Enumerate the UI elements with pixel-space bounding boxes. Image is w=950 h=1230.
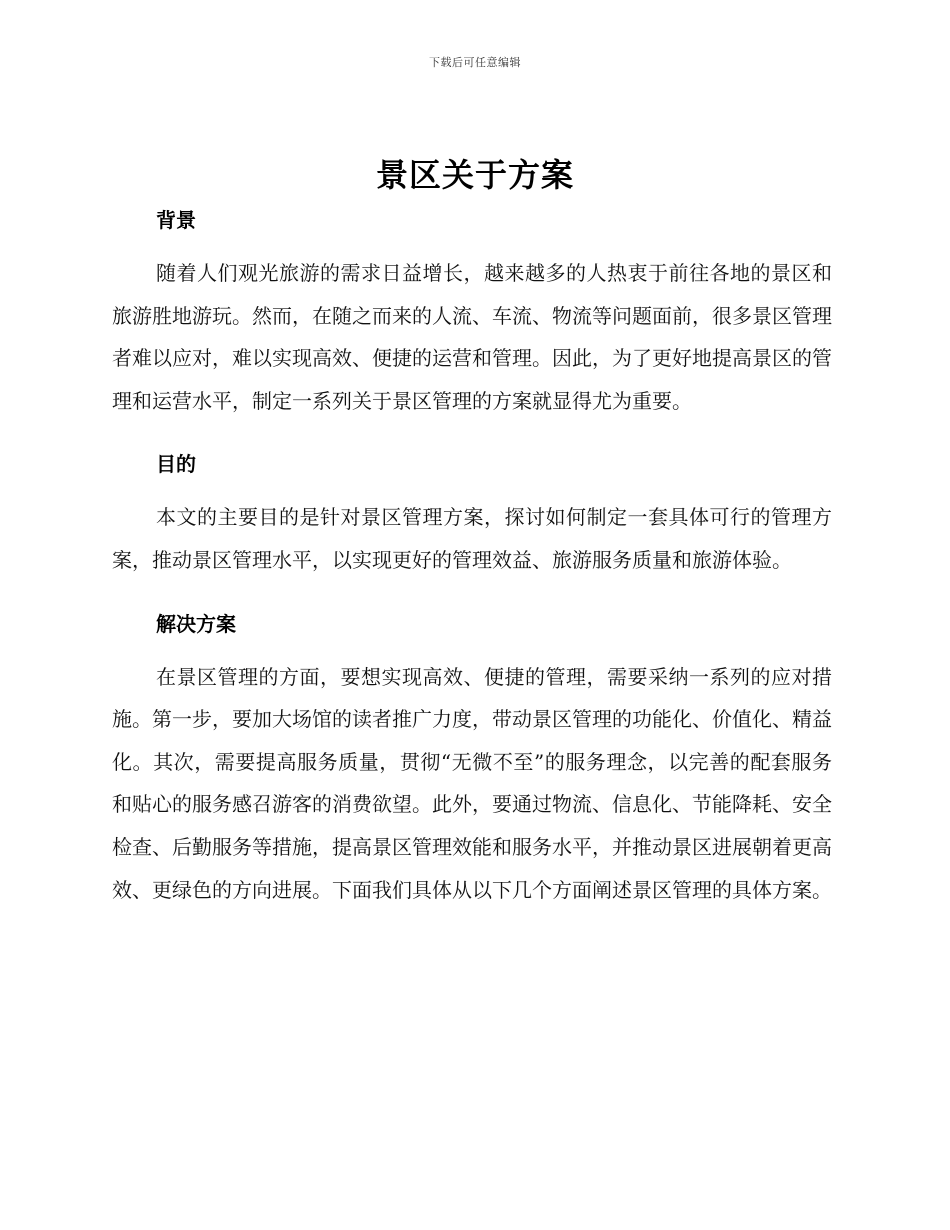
document-title: 景区关于方案 [375, 156, 574, 194]
section-heading-purpose: 目的 [156, 452, 196, 477]
section-paragraph-solution: 在景区管理的方面，要想实现高效、便捷的管理，需要采纳一系列的应对措施。第一步，要加大场馆的读者推广力度，带动景区管理的功能化、价值化、精益化。其次，需要提高服务质量，贯彻“无微不至”的服务理念，以完善的配套服务和贴心的服务感召游客的消费欲望。此外，要通过物流、信息化、节能降耗、安全检查、后勤服务等措施，提高景区管理效能和服务水平，并推动景区进展朝着更高效、更绿色的方向进展。下面我们具体从以下几个方面阐述景区管理的具体方案。 [112, 664, 832, 902]
section-heading-background: 背景 [156, 208, 196, 232]
document-body [112, 202, 832, 935]
section-paragraph-purpose: 本文的主要目的是针对景区管理方案，探讨如何制定一套具体可行的管理方案，推动景区管理水平，以实现更好的管理效益、旅游服务质量和旅游体验。 [112, 505, 832, 572]
section-paragraph-background: 随着人们观光旅游的需求日益增长，越来越多的人热衷于前往各地的景区和旅游胜地游玩。然而，在随之而来的人流、车流、物流等问题面前，很多景区管理者难以应对，难以实现高效、便捷的运营和管理。因此，为了更好地提高景区的管理和运营水平，制定一系列关于景区管理的方案就显得尤为重要。 [112, 261, 832, 413]
page-header-note: 下载后可任意编辑 [429, 56, 521, 69]
section-heading-solution: 解决方案 [156, 611, 236, 636]
